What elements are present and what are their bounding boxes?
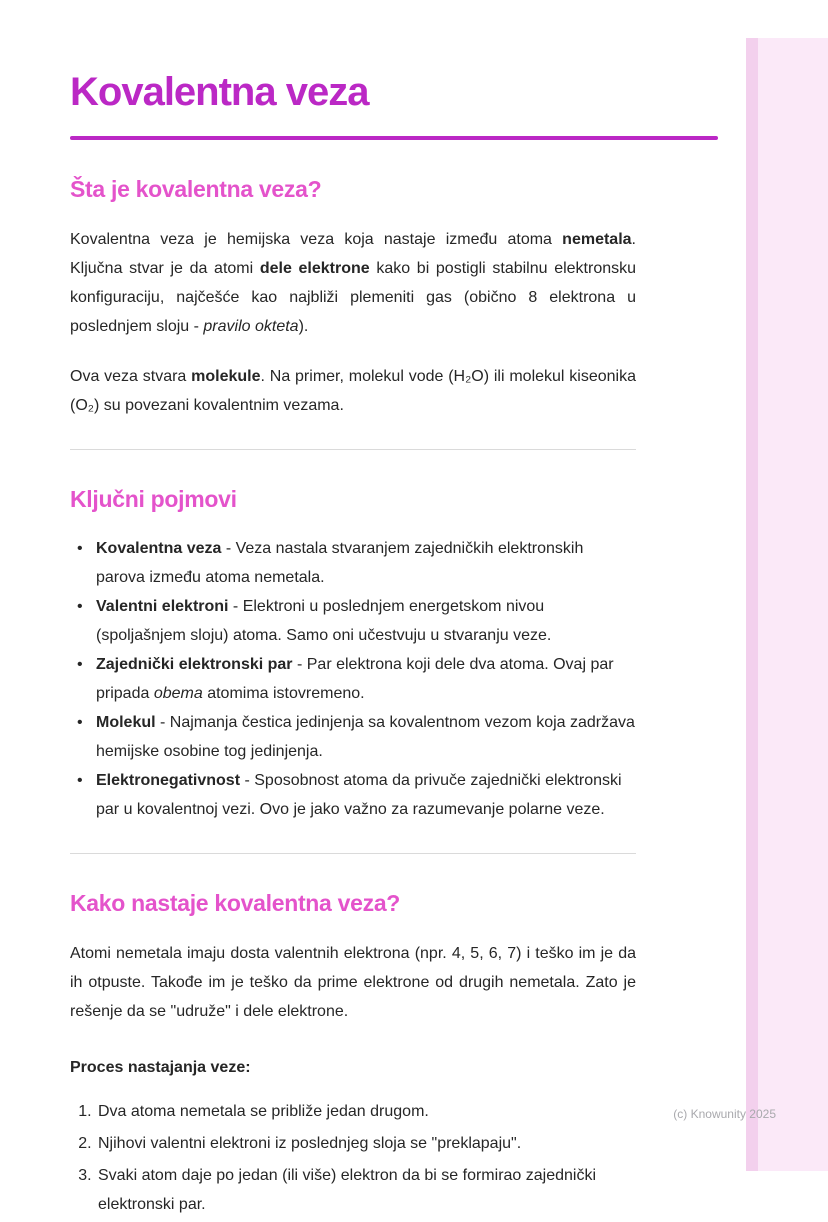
section-heading-what: Šta je kovalentna veza? [70, 176, 322, 202]
list-item: • Zajednički elektronski par - Par elektrona koji dele dva atoma. Ovaj par pripada obema atomima istovremeno. [70, 650, 636, 708]
section-divider [70, 853, 636, 854]
steps-list [70, 1097, 636, 1219]
list-item: • Molekul - Najmanja čestica jedinjenja sa kovalentnom vezom koja zadržava hemijske osobine tog jedinjenja. [70, 708, 636, 766]
note-content [70, 0, 636, 1222]
list-item: • Valentni elektroni - Elektroni u poslednjem energetskom nivou (spoljašnjem sloju) atoma. Samo oni učestvuju u stvaranju veze. [70, 592, 636, 650]
side-strip-accent [746, 38, 758, 1171]
section-divider [70, 449, 636, 450]
side-strip [746, 38, 828, 1171]
step-item: 2. Njihovi valentni elektroni iz poslednjeg sloja se "preklapaju". [96, 1129, 636, 1158]
key-terms-list [70, 534, 636, 824]
page-title: Kovalentna veza [70, 70, 369, 114]
process-subheading: Proces nastajanja veze: [70, 1059, 251, 1076]
footer-credit: (c) Knowunity 2025 [673, 1107, 776, 1121]
list-item: • Elektronegativnost - Sposobnost atoma da privuče zajednički elektronski par u kovalentnoj vezi. Ovo je jako važno za razumevanje polarne veze. [70, 766, 636, 824]
list-item: • Kovalentna veza - Veza nastala stvaranjem zajedničkih elektronskih parova između atoma nemetala. [70, 534, 636, 592]
paragraph-what-2: Ova veza stvara molekule. Na primer, molekul vode (H₂O) ili molekul kiseonika (O₂) su povezani kovalentnim vezama. [70, 368, 637, 414]
section-heading-terms: Ključni pojmovi [70, 486, 237, 512]
step-item: 3. Svaki atom daje po jedan (ili više) elektron da bi se formirao zajednički elektronski par. [96, 1161, 636, 1219]
paragraph-how: Atomi nemetala imaju dosta valentnih elektrona (npr. 4, 5, 6, 7) i teško im je da ih otpuste. Takođe im je teško da prime elektrone od drugih nemetala. Zato je rešenje da se "udruže" i dele elektrone. [70, 945, 636, 1020]
title-rule [70, 136, 718, 140]
paragraph-what-1: Kovalentna veza je hemijska veza koja nastaje između atoma nemetala. Ključna stvar je da atomi dele elektrone kako bi postigli stabilnu elektronsku konfiguraciju, najčešće kao najbliži plemeniti gas (obično 8 elektrona u poslednjem sloju - pravilo okteta). [70, 231, 637, 335]
section-heading-how: Kako nastaje kovalentna veza? [70, 890, 401, 916]
step-item: 1. Dva atoma nemetala se približe jedan drugom. [96, 1097, 636, 1126]
